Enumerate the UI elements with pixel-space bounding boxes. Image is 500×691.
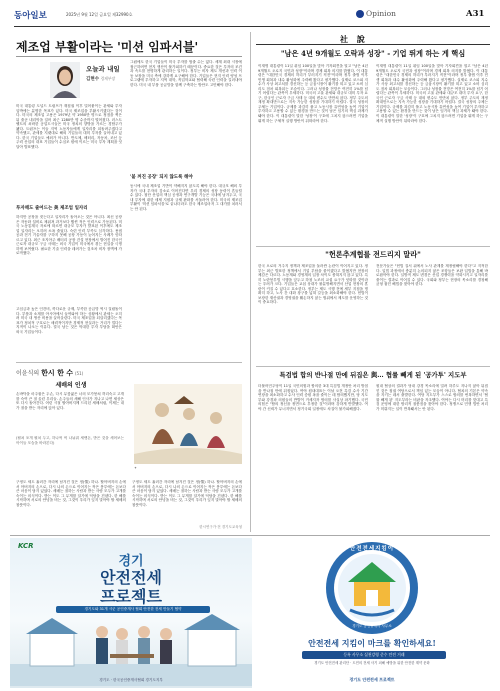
ad-right-seal-sub: 경기도 공인중개사 사무소 xyxy=(352,624,392,628)
footer-label: 이윤식의 xyxy=(16,370,40,377)
ad-left-subtitle: 경기도와 31개 시군 공인중개사 협회 안전한 전세 만들기 협약 xyxy=(56,606,210,613)
ad-top-rule xyxy=(10,535,490,536)
poem-box xyxy=(16,380,242,480)
editorial1-rule xyxy=(256,246,490,247)
page-number: A31 xyxy=(466,9,485,19)
column-subhead-2: '불 꺼진 공장' 되지 않도록 해야 xyxy=(130,175,193,180)
column-title-rule xyxy=(16,56,242,57)
editorial-label: 社 說 xyxy=(340,34,368,44)
editorial2-title: "헌론추계협를 전드리지 말라" xyxy=(325,250,421,259)
poem-body-2: 구정도 세도 흘러간 자리에 남겨진 것은 정(情) 하나. 할아버지의 손에서 아버지의 손으로, 다시 나의 손으로 이어지는 작은 봉투에는 돈보다 큰 마음이 담겨 있었다. 세배는 절하는 사람과 받는 사람 모두가 고개를 숙이는 의식이다. 받는 이도 그 무게를 알기에 덕담을 건넨다. 한 해를 시작하며 서로의 안녕을 비는 것, 그것이 우리가 잊지 말아야 할 세배의 참뜻이다. xyxy=(16,480,126,507)
column-title: 제조업 부활이라는 '미션 임파서블' xyxy=(16,40,199,54)
ad-left-title-3: 프로젝트 xyxy=(100,587,162,606)
column-body-1: 미국 대통령 도널드 트럼프가 재집권 이후 밀어붙이는 관세와 투자 압박에는 분명한 목표가 있다. 미국 제조업을 부활시키겠다는 것이다. 미국의 제조업 고용은 1979년 약 1950만 명으로 정점을 찍은 뒤 줄곧 내리막을 걸어 최근 1280만 명 수준까지 떨어졌다. 러스트벨트의 쇠락한 공업도시들은 미국 정치의 향방을 가르는 경합주가 됐다. 트럼프는 이들 지역 노동자들에게 일자리를 되돌려주겠다고 약속했고, 관세를 지렛대로 해외 기업들의 대미 투자를 끌어내고 있다. 한국 기업들도 예외가 아니다. 반도체, 배터리, 자동차, 조선 등 주력 산업의 대표 기업들이 수십조 원에 이르는 미국 투자 계획을 잇달아 발표했다. xyxy=(16,104,122,149)
poem-body-2b: 구정도 세도 흘러간 자리에 남겨진 것은 정(情) 하나. 할아버지의 손에서 아버지의 손으로, 다시 나의 손으로 이어지는 작은 봉투에는 돈보다 큰 마음이 담겨 있었다. 세배는 절하는 사람과 받는 사람 모두가 고개를 숙이는 의식이다. 받는 이도 그 무게를 알기에 덕담을 건넨다. 한 해를 시작하며 서로의 안녕을 비는 것, 그것이 우리가 잊지 말아야 할 세배의 참뜻이다. xyxy=(132,480,242,507)
column-subhead-1: 투자해도 줄어드는 美 제조업 일자리 xyxy=(16,206,88,211)
ad-right-subline: 등록 사무소 실천강령 준수 안전 거래 xyxy=(302,651,446,659)
author-role: 경제부장 xyxy=(100,76,116,81)
editorial1-body-left: 이재명 대통령이 11일 취임 100일을 맞아 기자회견을 열고 "남은 4년 9개월도 오로지 국민과 성장"이라며 경제 회복 의지를 밝혔다. 이 대통령은 "대한민국 경제의 허리가 부러지기 직전"이라며 정부 출범 이후 민생 회복과 내수 활성화에 주력해 왔다고 평가했다. 실제로 코스피 지수가 사상 최고치를 경신하는 등 금융시장이 활기를 띠고 있고 소비 심리도 점차 회복되는 모습이다. 그러나 성장률 전망은 여전히 1%를 넘기 어렵다는 관측이 우세하다. 미국의 고율 관세와 대규모 대미 투자 요구, 한국인 근로자 구금 사태 등 대외 변수도 만만치 않다. 정부 주도의 재정 확대만으로는 지속 가능한 성장을 기대하기 어렵다. 결국 성장의 주체는 기업이다. 규제를 과감히 풀고 노동시장 유연성을 높여 기업이 투자하고 고용할 수 있는 환경을 만드는 것이 남은 임기의 핵심 과제가 돼야 한다. 이 대통령이 말한 '성장'이 구호에 그치지 않으려면 기업을 뛰게 하는 구체적 실행 방안이 뒤따라야 한다. xyxy=(258,64,368,123)
column-body-5: 동시에 국내 제조업 기반이 약해지지 않도록 해야 한다. 대규모 해외 투자가 국내 투자의 감소로 이어진다면 우리 경제의 성장 동력이 흔들릴 수 있다. 첨단 산업의 핵심 공정과 연구개발 기능은 국내에 남겨두고, 국내 투자에 대한 세제 지원과 규제 완화를 서둘러야 한다. 미국의 제조업 부활이 '미션 임파서블'로 끝나더라도 한국 제조업마저 그 대가를 치러서는 안 된다. xyxy=(130,184,242,211)
editorial3-title: 특검법 합의 반나절 만에 뒤집은 與… 협률 빼게 된 '공가투' 지도부 xyxy=(279,371,467,379)
ad-right-note: 경기도 안전전세 관리단 · 도민의 전세 사기 피해 예방을 위한 안전한 계약 문화 xyxy=(314,661,430,665)
footer-name: 한시 한 수 xyxy=(41,369,74,377)
ad-right-headline: 안전전세 지킴이 마크를 확인하세요! xyxy=(308,638,436,648)
column-body-4b: 그럼에도 한국 기업들이 미국 투자를 멈출 수는 없다. 세계 최대 시장에 접근하려면 현지 생산이 불가피하기 때문이다. 중요한 것은 투자의 조건과 속도를 현명하게 관리하는 일이다. 정부는 비자 제도 개선과 인력 이동 보장을 미국 측에 강하게 요구해야 한다. 기업들은 현지 인력 양성 프로그램에 투자하고 지역 대학, 직업학교와 협력해 숙련 인력을 길러내야 한다. 미국 내 부품 공급망을 함께 구축하는 방안도 고민해야 한다. xyxy=(130,60,242,87)
ad-right-bottom: 경기도 안전전세 프로젝트 xyxy=(349,677,395,682)
poem-signature: 한시연구가·전 경기도교육청 xyxy=(199,525,242,529)
ad-right-seal xyxy=(324,540,420,636)
editorial-label-rule xyxy=(256,44,490,45)
column-footer xyxy=(16,368,83,378)
section-icon xyxy=(356,10,364,18)
masthead-rule xyxy=(14,26,490,27)
poem-title: 세배의 인생 xyxy=(55,382,87,389)
masthead xyxy=(14,8,490,24)
editorial3-body-right: 원내 협상의 결과가 당내 강경 목소리에 밀려 하루도 지나지 않아 뒤집힌 것은 집권 여당으로서 책임 있는 모습이 아니다. 협치의 기본은 약속을 지키는 데서 출발한다. 여당 지도부가 스스로 합의를 번복하면서 '협률 빼게 된' 지도부라는 비판을 자초했다. 여야는 다시 머리를 맞대고 특검 운영에 대한 합리적 절충점을 찾아야 한다. 정쟁으로 민생 법안 처리가 미뤄지는 일이 반복돼서는 안 된다. xyxy=(376,384,488,411)
ad-left-illustration xyxy=(10,614,252,686)
editorial1-body-right: 이재명 대통령이 11일 취임 100일을 맞아 기자회견을 열고 "남은 4년 9개월도 오로지 국민과 성장"이라며 경제 회복 의지를 밝혔다. 이 대통령은 "대한민국 경제의 허리가 부러지기 직전"이라며 정부 출범 이후 민생 회복과 내수 활성화에 주력해 왔다고 평가했다. 실제로 코스피 지수가 사상 최고치를 경신하는 등 금융시장이 활기를 띠고 있고 소비 심리도 점차 회복되는 모습이다. 그러나 성장률 전망은 여전히 1%를 넘기 어렵다는 관측이 우세하다. 미국의 고율 관세와 대규모 대미 투자 요구, 한국인 근로자 구금 사태 등 대외 변수도 만만치 않다. 정부 주도의 재정 확대만으로는 지속 가능한 성장을 기대하기 어렵다. 결국 성장의 주체는 기업이다. 규제를 과감히 풀고 노동시장 유연성을 높여 기업이 투자하고 고용할 수 있는 환경을 만드는 것이 남은 임기의 핵심 과제가 돼야 한다. 이 대통령이 말한 '성장'이 구호에 그치지 않으려면 기업을 뛰게 하는 구체적 실행 방안이 뒤따라야 한다. xyxy=(376,64,488,123)
editorial2-rule xyxy=(256,366,490,367)
section-title: Opinion xyxy=(366,9,396,18)
column-footer-rule xyxy=(16,362,242,363)
column-author xyxy=(86,76,115,82)
ad-right xyxy=(254,538,490,688)
issue-number: 제32990호 xyxy=(112,12,133,17)
column-divider xyxy=(250,32,251,532)
column-body-2: 하지만 공장을 짓는다고 일자리가 돌아오는 것은 아니다. 최신 공장은 자동화 설비로 채워져 과거보다 훨씬 적은 인력으로 가동된다. 미국 노동통계국 자료에 따르면 대규모 투자가 발표된 이후에도 제조업 일자리는 오히려 소폭 줄었다. 숙련 인력 부족도 심각하다. 용접공과 전기 기술자를 구하지 못해 공장 가동이 늦어지는 사례가 잇따르고 있다. 최근 조지아주 배터리 공장 건설 현장에서 벌어진 한국인 근로자 대규모 구금 사태는 외국 기업이 미국에서 겪는 현실을 극명하게 보여줬다. 필요한 기술 인력을 데려가는 것조차 비자 장벽에 가로막혔다. xyxy=(16,215,122,256)
editorial2-body-left: 한국 오로의 거주지 정책과 제조업을 둘러싼 논란이 이어지고 있다. 정부는 최근 발표한 정책에서 기업 부담을 줄이겠다고 밝혔지만 현장의 체감은 다르다. 노동계와 경영계의 입장 차이도 좁혀지지 않고 있다. 특히 노란봉투법 시행을 앞두고 하청 노조의 교섭 요구가 잇따를 것이라는 우려가 크다. 기업들은 교섭 상대가 불분명해지면서 산업 현장의 혼란이 커질 수 있다고 호소한다. 정부는 제도 시행 전에 세부 지침을 명확히 하고, 노사 간 대화 창구를 넓혀 갈등을 최소화해야 한다. 헌법이 보장한 재산권과 경영권을 훼손하지 않는 범위에서 제도를 운영하는 것이 중요하다. xyxy=(258,264,368,305)
author-name: 김현수 xyxy=(86,77,100,82)
ad-left-brand: KCR xyxy=(18,542,34,550)
column-body-3: 고임금과 높은 인건비, 까다로운 규제, 부족한 공급망 역시 걸림돌이다. 부품과 소재를 아시아에서 들여와야 하는 상황에서 관세는 오히려 미국 내 생산 비용을 끌어올린다. 미국 제조업을 되살리겠다는 목표가 정치적 구호로는 매력적이지만 경제적 현실과는 거리가 멀다는 지적이 나오는 이유다. 결국 남는 것은 막대한 투자 부담을 떠안은 외국 기업들이다. xyxy=(16,307,122,334)
column-series: 오늘과 내일 xyxy=(86,65,120,73)
ad-left-footer: 경기도 · 한국공인중개사협회 경기도지부 xyxy=(99,678,163,682)
footer-note: (51) xyxy=(74,371,84,376)
poem-body: 손바닥을 마주잡은 두손, 다시 무릎꿇은 너의 모가뭉쳐 허리숙고 고개를 숙여 큰 절 올린 우리들. 손주들의 새해 인사가 지나고 나면 세상은 또 다시 돌아간다. 어린 시절 할아버지께 드리던 세배처럼, 이제는 내가 절을 받는 자리에 앉아 있다. xyxy=(16,392,124,410)
editorial2-body-right: 전문가들은 "헌법 질서 위에서 노사 관계를 재정립해야 한다"고 지적한다. 입법 과정에서 충분히 논의되지 않은 조항들은 보완 입법을 통해 바로잡아야 한다. 일방적 제도 변경은 산업 경쟁력을 약화시키고 일자리를 줄이는 결과로 이어질 수 있다. 국회와 정부는 현장의 목소리를 경청해 균형 잡힌 해법을 찾아야 한다. xyxy=(376,264,488,287)
author-photo xyxy=(50,62,80,98)
ad-right-seal-text: 안전전세지킴이 xyxy=(349,546,395,552)
issue-date: 2025년 9월 12일 금요일 xyxy=(66,12,111,17)
ad-left xyxy=(10,538,252,688)
ad-left-title-1: 경기 xyxy=(118,554,144,569)
poem-source: (펼쳐 포개 펼쳐 두고, 하나씩 씩 나눠줘 세뱃돈, 받은 것을 세어보는 아이들 모습을 바라본다) xyxy=(16,436,124,445)
editorial3-body-left: 더불어민주당이 11일 국민의힘과 합의한 3대 특검법 개정안 처리 방침을 반나절 만에 뒤집었다. 여야 원내대표는 이날 오전 특검 수사 기간 연장을 최소화하고 수사 인력 증원 폭을 줄이는 데 합의했지만, 당 지도부와 강경파 의원들의 반발이 거세지자 합의를 사실상 파기했다. 국민의힘은 "합의 정신을 정면으로 부정한 것"이라며 강하게 반발했다. 여야 간 신뢰가 무너지면서 정기국회 일정에도 차질이 불가피해졌다. xyxy=(258,384,368,411)
newspaper-logo: 동아일보 xyxy=(14,11,47,21)
poem-illustration xyxy=(134,384,242,464)
ad-left-title-2: 안전전세 xyxy=(100,568,162,587)
poem-caption-mark: ✦ xyxy=(134,466,137,470)
editorial1-title: "남은 4년 9개월도 오락과 성장" - 기업 뛰게 하는 게 핵심 xyxy=(280,49,466,58)
